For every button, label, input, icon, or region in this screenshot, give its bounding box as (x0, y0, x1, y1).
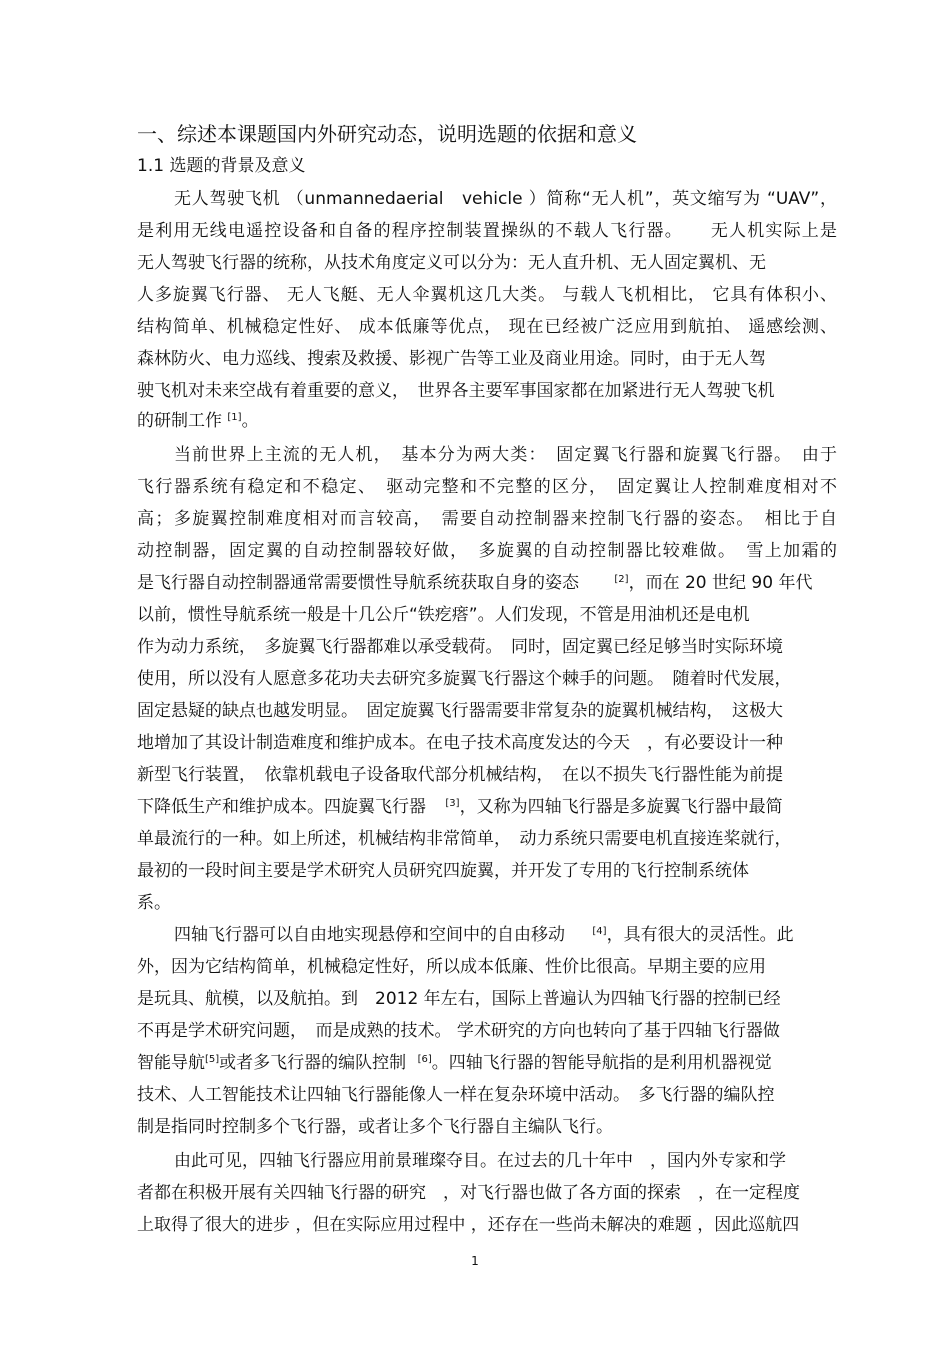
paragraph-line: 者都在积极开展有关四轴飞行器的研究 ，对飞行器也做了各方面的探索 ，在一定程度 (137, 1183, 800, 1203)
section-heading: 一、综述本课题国内外研究动态，说明选题的依据和意义 (137, 122, 637, 146)
paragraph-line: 地增加了其设计制造难度和维护成本。在电子技术高度发达的今天 ，有必要设计一种 (137, 733, 783, 753)
paragraph-line: 是利用无线电遥控设备和自备的程序控制装置操纵的不载人飞行器。 无人机实际上是 (137, 221, 837, 241)
line-text: 或者多飞行器的编队控制 (219, 1053, 407, 1073)
paragraph-line: 上取得了很大的进步 ，但在实际应用过程中 ，还存在一些尚未解决的难题 ，因此巡航四 (137, 1215, 800, 1235)
citation-ref: [1] (227, 412, 242, 423)
line-text: 下降低生产和维护成本。四旋翼飞行器 (137, 797, 426, 817)
paragraph-line: 动控制器，固定翼的自动控制器较好做， 多旋翼的自动控制器比较难做。 雪上加霜的 (137, 541, 837, 561)
paragraph-line: 人多旋翼飞行器、 无人飞艇、无人伞翼机这几大类。 与载人飞机相比， 它具有体积小、 (137, 285, 837, 305)
citation-ref: [2] (614, 574, 629, 585)
paragraph-line: 固定悬疑的缺点也越发明显。 固定旋翼飞行器需要非常复杂的旋翼机械结构， 这极大 (137, 701, 783, 721)
paragraph-line (137, 410, 837, 432)
paragraph-line: 以前，惯性导航系统一般是十几公斤“铁疙瘩”。人们发现，不管是用油机还是电机 (137, 605, 750, 625)
paragraph-line: 技术、人工智能技术让四轴飞行器能像人一样在复杂环境中活动。 多飞行器的编队控 (137, 1085, 775, 1105)
paragraph-line: 制是指同时控制多个飞行器，或者让多个飞行器自主编队飞行。 (137, 1117, 613, 1137)
paragraph-line: 森林防火、电力巡线、搜索及救援、影视广告等工业及商业用途。同时，由于无人驾 (137, 349, 766, 369)
paragraph-line (137, 572, 837, 594)
page-number: 1 (471, 1254, 479, 1268)
citation-ref: [3] (445, 798, 460, 809)
line-text: 。四轴飞行器的智能导航指的是利用机器视觉 (431, 1053, 772, 1073)
line-text: 。 (241, 411, 259, 431)
paragraph-line: 飞行器系统有稳定和不稳定、 驱动完整和不完整的区分， 固定翼让人控制难度相对不 (137, 477, 837, 497)
paragraph-line: 无人驾驶飞机 （unmannedaerial vehicle ）简称“无人机”，英文缩写为 “UAV”， (174, 189, 837, 209)
line-text: 四轴飞行器可以自由地实现悬停和空间中的自由移动 (174, 925, 565, 945)
citation-ref: [4] (592, 926, 607, 937)
paragraph-line: 单最流行的一种。如上所述，机械结构非常简单， 动力系统只需要电机直接连桨就行， (137, 829, 792, 849)
paragraph-line: 当前世界上主流的无人机， 基本分为两大类： 固定翼飞行器和旋翼飞行器。 由于 (174, 445, 837, 465)
paragraph-line: 最初的一段时间主要是学术研究人员研究四旋翼，并开发了专用的飞行控制系统体 (137, 861, 749, 881)
line-text: 的研制工作 (137, 411, 222, 431)
paragraph-line (137, 1052, 837, 1074)
paragraph-line: 系。 (137, 893, 171, 913)
subsection-heading: 1.1 选题的背景及意义 (137, 156, 306, 176)
paragraph-line: 无人驾驶飞行器的统称，从技术角度定义可以分为：无人直升机、无人固定翼机、无 (137, 253, 766, 273)
paragraph-line: 作为动力系统， 多旋翼飞行器都难以承受载荷。 同时，固定翼已经足够当时实际环境 (137, 637, 783, 657)
line-text: ，而在 20 世纪 90 年代 (628, 573, 813, 593)
paragraph-line: 驶飞机对未来空战有着重要的意义， 世界各主要军事国家都在加紧进行无人驾驶飞机 (137, 381, 775, 401)
paragraph-line: 新型飞行装置， 依靠机载电子设备取代部分机械结构， 在以不损失飞行器性能为前提 (137, 765, 783, 785)
line-text: 是飞行器自动控制器通常需要惯性导航系统获取自身的姿态 (137, 573, 579, 593)
line-text: 智能导航 (137, 1053, 205, 1073)
paragraph-line: 结构简单、机械稳定性好、 成本低廉等优点， 现在已经被广泛应用到航拍、 遥感绘测、 (137, 317, 837, 337)
citation-ref: [6] (417, 1054, 432, 1065)
paragraph-line (137, 796, 837, 818)
paragraph-line: 是玩具、航模，以及航拍。到 2012 年左右，国际上普遍认为四轴飞行器的控制已经 (137, 989, 781, 1009)
line-text: ，又称为四轴飞行器是多旋翼飞行器中最简 (459, 797, 783, 817)
citation-ref: [5] (205, 1054, 220, 1065)
paragraph-line: 使用，所以没有人愿意多花功夫去研究多旋翼飞行器这个棘手的问题。 随着时代发展， (137, 669, 792, 689)
line-text: ，具有很大的灵活性。此 (606, 925, 794, 945)
paragraph-line: 高；多旋翼控制难度相对而言较高， 需要自动控制器来控制飞行器的姿态。 相比于自 (137, 509, 837, 529)
paragraph-line: 不再是学术研究问题， 而是成熟的技术。 学术研究的方向也转向了基于四轴飞行器做 (137, 1021, 780, 1041)
paragraph-line: 由此可见，四轴飞行器应用前景璀璨夺目。在过去的几十年中 ，国内外专家和学 (174, 1151, 786, 1171)
paragraph-line (174, 924, 837, 946)
paragraph-line: 外，因为它结构简单，机械稳定性好，所以成本低廉、性价比很高。早期主要的应用 (137, 957, 766, 977)
